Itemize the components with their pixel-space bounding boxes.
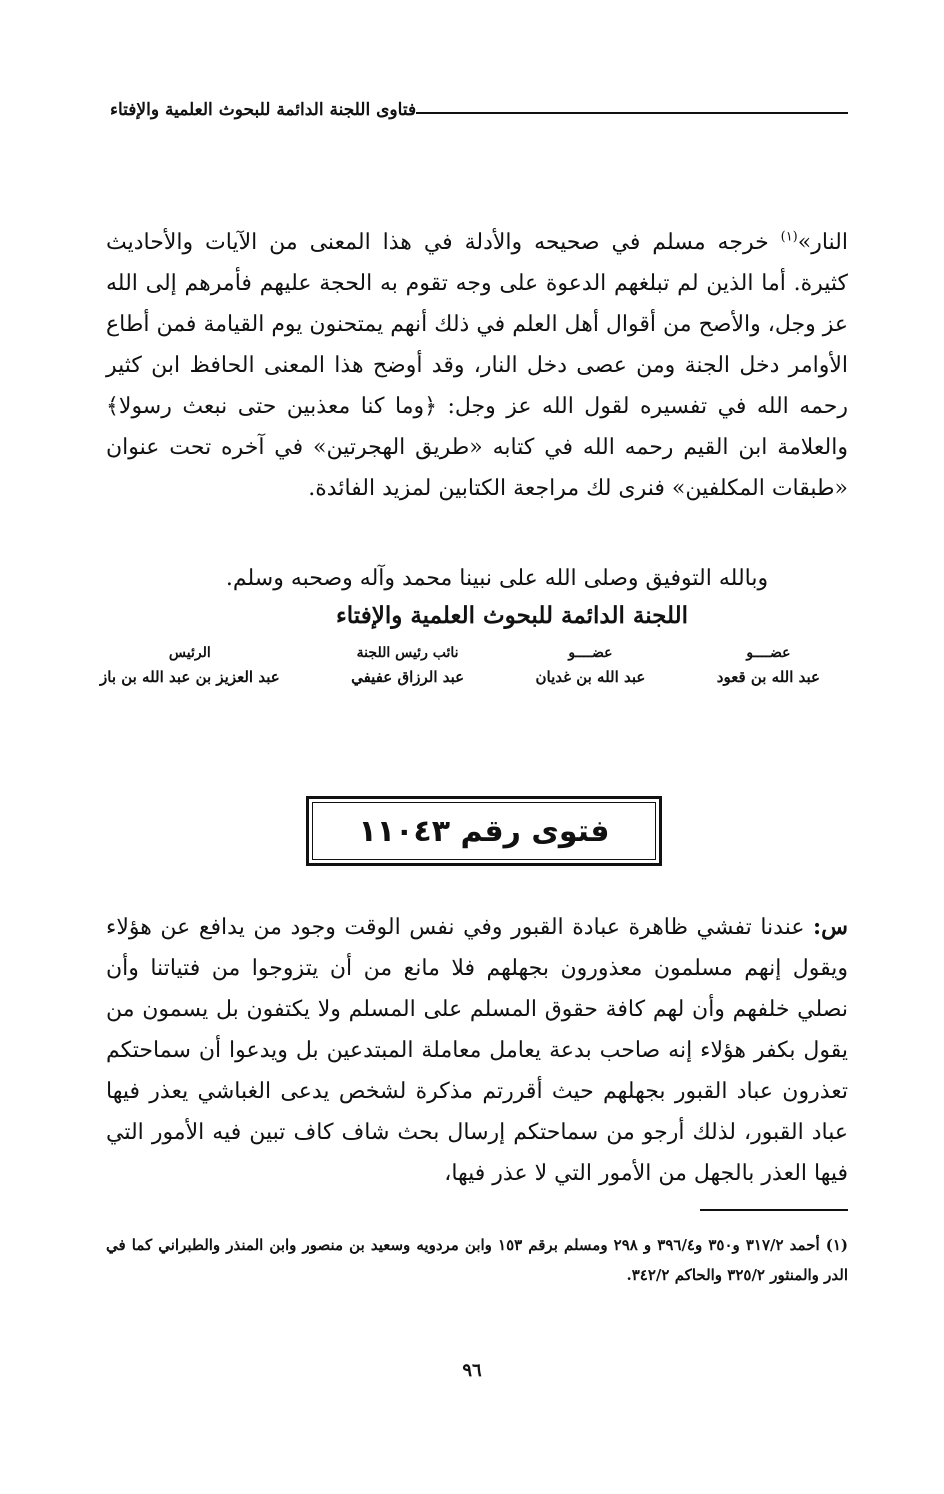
fatwa-title: فتوى رقم ١١٠٤٣ (312, 802, 656, 860)
question-text: عندنا تفشي ظاهرة عبادة القبور وفي نفس الوقت وجود من يدافع عن هؤلاء ويقول إنهم مسلمون معذورون بجهلهم فلا مانع من أن يتزوجوا من فتياتنا وأن نصلي خلفهم وأن لهم كافة حقوق المسلم على المسلم ولا يكتفون بل يسمون من يقول بكفر هؤلاء إنه صاحب بدعة يعامل معاملة المبتدعين بل ويدعوا أن سماحتكم تعذرون عباد القبور بجهلهم حيث أقررتم مذكرة لشخص يدعى الغباشي يعذر فيها عباد القبور، لذلك أرجو من سماحتكم إرسال بحث شاف كاف تبين فيه الأمور التي فيها العذر بالجهل من الأمور التي لا عذر فيها، (106, 915, 848, 1186)
closing-formula: وبالله التوفيق وصلى الله على نبينا محمد وآله وصحبه وسلم. (225, 566, 769, 591)
signatories (100, 642, 820, 690)
answer-paragraph (106, 222, 848, 509)
signatory (100, 642, 280, 690)
signatory-name: عبد الرزاق عفيفي (351, 668, 465, 686)
header-title: فتاوى اللجنة الدائمة للبحوث العلمية والإفتاء (110, 100, 417, 120)
signatory-role: الرئيس (168, 645, 211, 661)
question-paragraph (106, 907, 848, 1194)
signatory-name: عبد الله بن غديان (535, 668, 646, 686)
signatory (351, 642, 464, 690)
fatwa-title-box (306, 796, 662, 866)
running-header (106, 100, 848, 120)
footnote-reference: (١) (780, 229, 798, 245)
signatory (717, 642, 820, 690)
footnote: (١) أحمد ٣١٧/٢ و٣٥٠ و٣٩٦/٤ و ٢٩٨ ومسلم برقم ١٥٣ وابن مردويه وسعيد بن منصور وابن المنذر والطبراني كما في الدر والمنثور ٣٢٥/٢ والحاكم ٣٤٢/٢. (106, 1236, 849, 1284)
page-number: ٩٦ (462, 1360, 482, 1381)
footnote-rule (700, 1209, 848, 1211)
signatory-role: نائب رئيس اللجنة (356, 645, 459, 661)
question-prefix: س: (813, 914, 848, 940)
paragraph-body: خرجه مسلم في صحيحه والأدلة في هذا المعنى من الآيات والأحاديث كثيرة. أما الذين لم تبلغهم الدعوة على وجه تقوم به الحجة عليهم فأمرهم إلى الله عز وجل، والأصح من أقوال أهل العلم في ذلك أنهم يمتحنون يوم القيامة فمن أطاع الأوامر دخل الجنة ومن عصى دخل النار، وقد أوضح هذا المعنى الحافظ ابن كثير رحمه الله في تفسيره لقول الله عز وجل: ﴿وما كنا معذبين حتى نبعث رسولا﴾ والعلامة ابن القيم رحمه الله في كتابه «طريق الهجرتين» في آخره تحت عنوان «طبقات المكلفين» فنرى لك مراجعة الكتابين لمزيد الفائدة. (106, 230, 848, 501)
signatory-role: عضــــو (568, 645, 613, 661)
signatory-name: عبد الله بن قعود (716, 668, 820, 686)
header-rule (416, 112, 848, 114)
committee-name: اللجنة الدائمة للبحوث العلمية والإفتاء (335, 602, 689, 629)
signatory-role: عضــــو (746, 645, 791, 661)
signatory-name: عبد العزيز بن عبد الله بن باز (100, 668, 280, 686)
paragraph-start: النار» (797, 230, 848, 255)
signatory (536, 642, 646, 690)
